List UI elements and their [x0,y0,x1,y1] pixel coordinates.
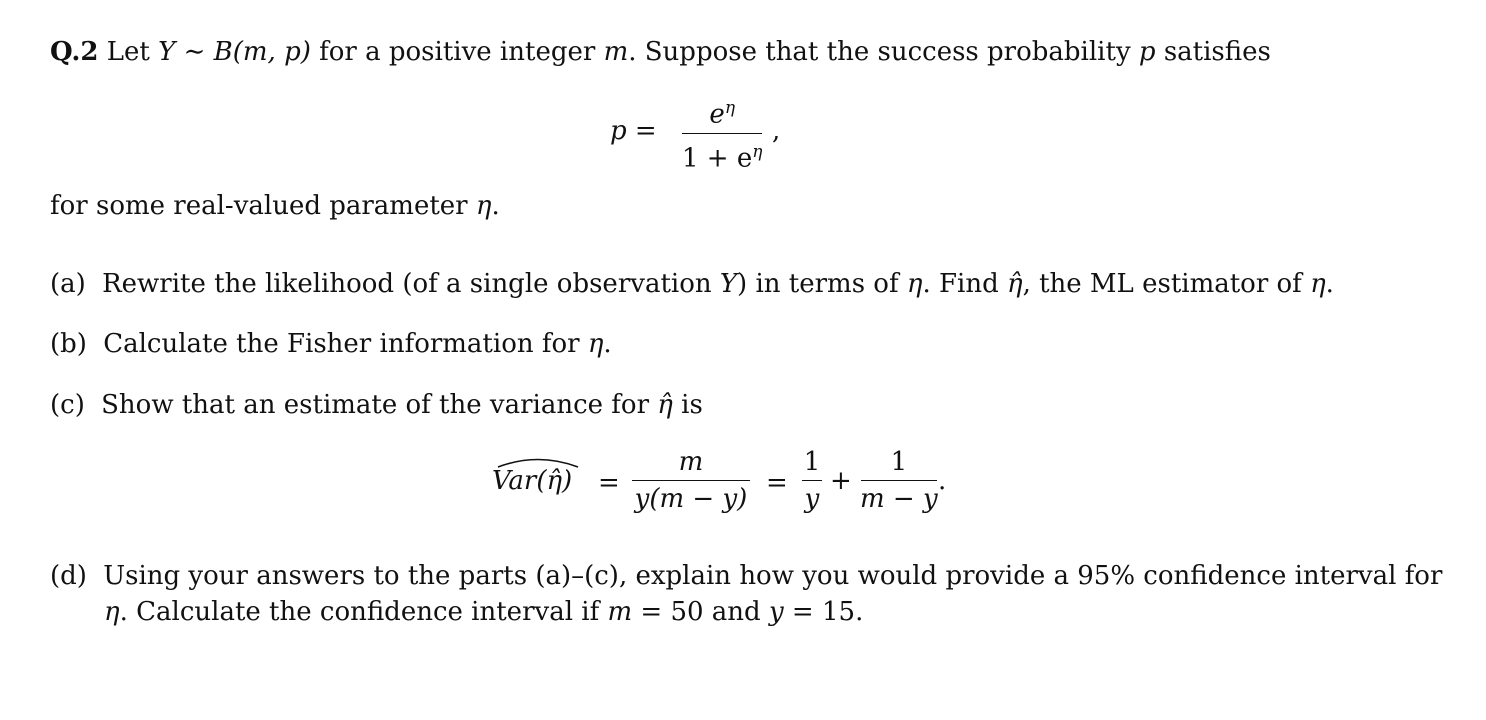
part-b-eta: η [587,329,604,359]
variance-lhs: Var(η̂) [492,466,573,496]
frac3-denominator: m − y [860,484,938,514]
den-exponent: η [752,141,763,162]
part-d-line-1 [50,560,1442,592]
part-d-text-1: Using your answers to the parts (a)–(c), explain how you would provide a 95% confidence interval for [103,561,1443,591]
frac1-bar [632,480,750,481]
frac2-numerator: 1 [803,447,821,477]
part-d-text-3: = 50 and [632,597,769,627]
num-e: e [709,99,725,130]
part-a-text-3: . Find [922,269,1007,299]
var-eta: η [475,191,492,221]
part-d-y: y [768,597,784,627]
frac1-denominator: y(m − y) [634,484,748,514]
variance-equals-2: = [766,468,788,498]
part-a-eta-2: η [1310,269,1326,299]
part-d-m: m [607,597,633,627]
equation-p-comma: , [772,116,781,146]
variance-end-dot: . [938,466,947,496]
variance-fraction-3 [860,446,938,515]
var-Y: Y [158,37,176,67]
var-m: m [603,37,629,67]
equation-p-fraction [682,92,762,174]
fraction-bar [682,133,762,134]
equation-p-numerator [709,92,735,131]
var-B: B [213,37,233,67]
part-c-text-1: Show that an estimate of the variance for [101,390,658,420]
part-b-label: (b) [50,329,87,359]
part-a-Y: Y [719,269,738,299]
question-number: Q.2 [50,37,99,67]
part-a-eta-hat: η̂ [1006,269,1023,299]
var-p: p [1138,37,1156,67]
part-a [50,268,1334,300]
binomial-args: (m, p) [232,37,311,67]
part-a-text-1: Rewrite the likelihood (of a single observation [102,269,720,299]
part-d-label: (d) [50,561,87,591]
after-eq-end: . [491,191,500,221]
equation-p-denominator [682,136,762,175]
variance-plus: + [830,466,852,496]
frac3-bar [861,480,937,481]
after-equation-text [50,190,500,222]
sim-symbol: ∼ [175,37,214,67]
question-intro [50,36,1271,68]
part-d-text-4: = 15. [783,597,864,627]
part-a-text-4: , the ML estimator of [1022,269,1311,299]
frac1-numerator: m [678,447,704,477]
part-b-text-2: . [603,329,612,359]
frac2-bar [802,480,822,481]
part-a-text-5: . [1325,269,1334,299]
part-a-text-2: ) in terms of [737,269,907,299]
part-c-eta-hat: η̂ [657,390,673,420]
part-b [50,328,612,360]
intro-text-2: for a positive integer [310,37,604,67]
part-a-label: (a) [50,269,86,299]
part-d-line-2 [104,596,863,628]
part-d-text-2: . Calculate the confidence interval if [119,597,608,627]
num-exponent: η [724,98,735,118]
intro-text-4: satisfies [1155,37,1271,67]
part-d-eta: η [104,597,120,627]
part-c-text-2: is [672,390,703,420]
frac2-denominator: y [804,484,820,514]
part-c-label: (c) [50,390,85,420]
variance-equals-1: = [598,468,620,498]
after-eq-text: for some real-valued parameter [50,191,476,221]
part-c [50,389,703,421]
variance-fraction-2 [802,446,822,515]
equation-p-lhs: p = [610,116,657,146]
part-a-eta: η [906,269,923,299]
den-prefix: 1 + e [682,143,753,174]
frac3-numerator: 1 [890,447,908,477]
intro-text-3: . Suppose that the success probability [628,37,1139,67]
variance-fraction-1 [632,446,750,515]
intro-text-1: Let [98,37,159,67]
equation-variance [492,446,972,526]
part-b-text-1: Calculate the Fisher information for [103,329,588,359]
